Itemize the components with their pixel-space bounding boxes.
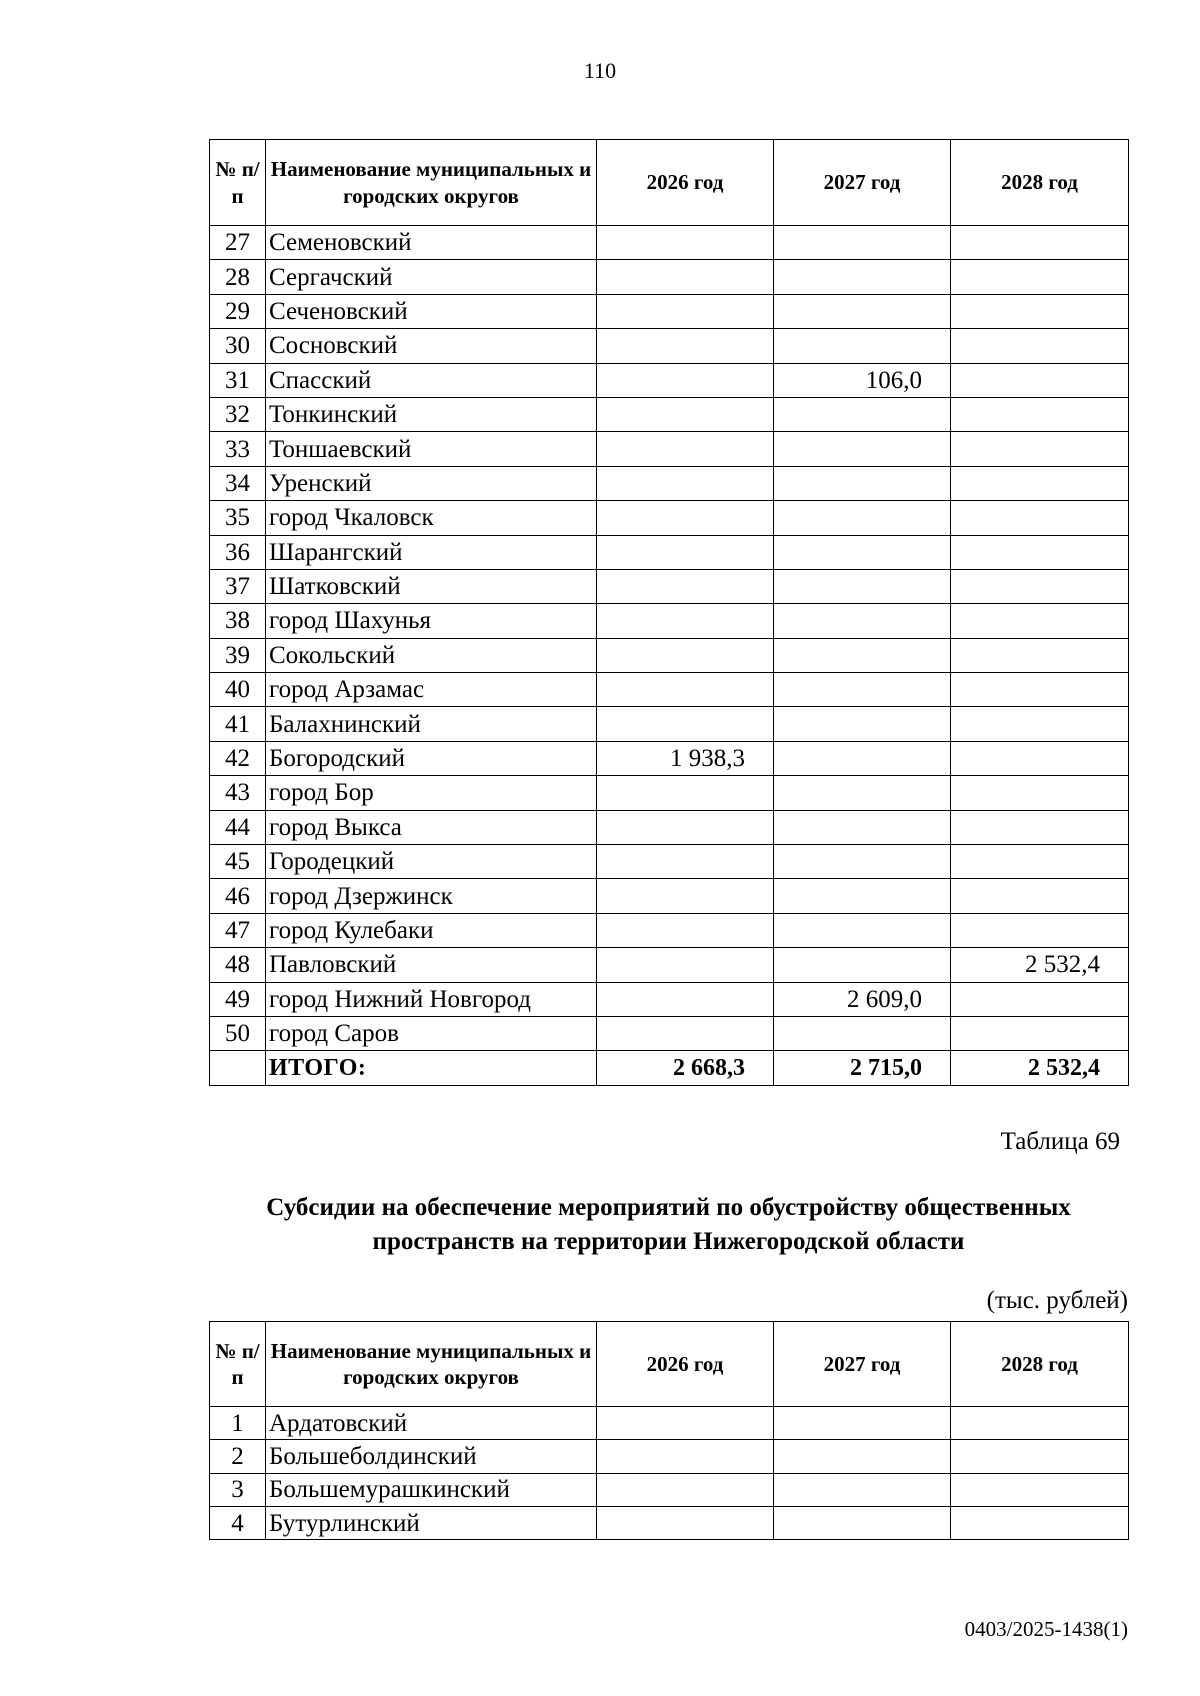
- value-2028: [951, 982, 1129, 1016]
- value-2026: [597, 1440, 774, 1473]
- table-row: [210, 294, 1129, 328]
- table-row: [210, 363, 1129, 397]
- value-2028: [951, 604, 1129, 638]
- row-number: 44: [210, 810, 266, 844]
- value-2028: [951, 363, 1129, 397]
- value-2026: [597, 707, 774, 741]
- municipality-name: Спасский: [266, 363, 597, 397]
- municipality-name: город Арзамас: [266, 673, 597, 707]
- table-row: [210, 638, 1129, 672]
- value-2026: [597, 1407, 774, 1440]
- value-2028: 2 532,4: [951, 948, 1129, 982]
- value-2026: [597, 432, 774, 466]
- row-number: 42: [210, 741, 266, 775]
- value-2026: [597, 913, 774, 947]
- row-number: 49: [210, 982, 266, 1016]
- value-2027: [774, 260, 951, 294]
- municipality-name: Тоншаевский: [266, 432, 597, 466]
- row-number: 35: [210, 501, 266, 535]
- value-2028: [951, 432, 1129, 466]
- total-2026: 2 668,3: [597, 1051, 774, 1085]
- value-2026: [597, 982, 774, 1016]
- municipality-name: город Нижний Новгород: [266, 982, 597, 1016]
- value-2027: [774, 1473, 951, 1506]
- value-2026: [597, 363, 774, 397]
- table-row: [210, 397, 1129, 431]
- municipality-name: Павловский: [266, 948, 597, 982]
- row-number: 39: [210, 638, 266, 672]
- table-row: [210, 810, 1129, 844]
- value-2028: [951, 329, 1129, 363]
- table-header-row: [210, 140, 1129, 226]
- value-2026: [597, 1016, 774, 1050]
- table-row: [210, 432, 1129, 466]
- value-2028: [951, 741, 1129, 775]
- column-header-name: Наименование муниципальных и городских округов: [266, 1322, 597, 1407]
- value-2028: [951, 879, 1129, 913]
- value-2027: [774, 466, 951, 500]
- row-number: 34: [210, 466, 266, 500]
- value-2028: [951, 466, 1129, 500]
- row-number: 48: [210, 948, 266, 982]
- municipality-name: Сеченовский: [266, 294, 597, 328]
- value-2028: [951, 1407, 1129, 1440]
- column-header-2027: 2027 год: [774, 1322, 951, 1407]
- page-number: 110: [583, 58, 617, 83]
- municipality-name: город Кулебаки: [266, 913, 597, 947]
- value-2027: [774, 638, 951, 672]
- value-2027: [774, 879, 951, 913]
- value-2027: [774, 845, 951, 879]
- row-number: 37: [210, 569, 266, 603]
- row-number: 3: [210, 1473, 266, 1506]
- table-header-row: [210, 1322, 1129, 1407]
- value-2026: [597, 776, 774, 810]
- column-header-2026: 2026 год: [597, 140, 774, 226]
- column-header-2028: 2028 год: [951, 140, 1129, 226]
- value-2026: [597, 604, 774, 638]
- value-2028: [951, 1016, 1129, 1050]
- value-2027: 2 609,0: [774, 982, 951, 1016]
- column-header-2028: 2028 год: [951, 1322, 1129, 1407]
- value-2026: [597, 1506, 774, 1539]
- column-header-name: Наименование муниципальных и городских округов: [266, 140, 597, 226]
- document-code: 0403/2025-1438(1): [964, 1617, 1128, 1641]
- value-2027: [774, 810, 951, 844]
- value-2027: [774, 569, 951, 603]
- value-2026: [597, 638, 774, 672]
- table-row: [210, 1473, 1129, 1506]
- row-number: 27: [210, 226, 266, 260]
- total-2028: 2 532,4: [951, 1051, 1129, 1085]
- table-row: [210, 569, 1129, 603]
- value-2028: [951, 776, 1129, 810]
- table-row: [210, 1407, 1129, 1440]
- row-number: 40: [210, 673, 266, 707]
- value-2027: [774, 1440, 951, 1473]
- table-row: [210, 226, 1129, 260]
- value-2026: [597, 810, 774, 844]
- table-row: [210, 501, 1129, 535]
- value-2026: [597, 535, 774, 569]
- table-row: [210, 1016, 1129, 1050]
- value-2028: [951, 1440, 1129, 1473]
- value-2026: [597, 673, 774, 707]
- municipality-name: город Саров: [266, 1016, 597, 1050]
- table-row: [210, 845, 1129, 879]
- row-number: 38: [210, 604, 266, 638]
- row-number: 43: [210, 776, 266, 810]
- row-number: 45: [210, 845, 266, 879]
- column-header-number: № п/п: [210, 1322, 266, 1407]
- municipality-name: Сосновский: [266, 329, 597, 363]
- value-2028: [951, 638, 1129, 672]
- row-number: 2: [210, 1440, 266, 1473]
- value-2027: [774, 226, 951, 260]
- value-2027: [774, 604, 951, 638]
- value-2027: [774, 1016, 951, 1050]
- municipality-name: Городецкий: [266, 845, 597, 879]
- row-number: 28: [210, 260, 266, 294]
- table-row: [210, 604, 1129, 638]
- municipality-name: Шарангский: [266, 535, 597, 569]
- total-label: ИТОГО:: [266, 1051, 597, 1085]
- row-number: 47: [210, 913, 266, 947]
- value-2027: [774, 741, 951, 775]
- value-2028: [951, 913, 1129, 947]
- value-2027: 106,0: [774, 363, 951, 397]
- value-2027: [774, 1506, 951, 1539]
- value-2027: [774, 535, 951, 569]
- table-row: [210, 913, 1129, 947]
- value-2026: [597, 466, 774, 500]
- table-row: [210, 982, 1129, 1016]
- value-2026: [597, 329, 774, 363]
- public-spaces-subsidy-table: [209, 1321, 1129, 1540]
- row-number: 46: [210, 879, 266, 913]
- municipality-name: город Дзержинск: [266, 879, 597, 913]
- value-2027: [774, 294, 951, 328]
- row-number: 4: [210, 1506, 266, 1539]
- value-2028: [951, 535, 1129, 569]
- value-2026: 1 938,3: [597, 741, 774, 775]
- value-2026: [597, 1473, 774, 1506]
- table-row: [210, 260, 1129, 294]
- value-2026: [597, 845, 774, 879]
- value-2027: [774, 1407, 951, 1440]
- row-number: 31: [210, 363, 266, 397]
- municipality-name: город Шахунья: [266, 604, 597, 638]
- municipality-name: Балахнинский: [266, 707, 597, 741]
- row-number: 33: [210, 432, 266, 466]
- municipality-name: Богородский: [266, 741, 597, 775]
- value-2026: [597, 397, 774, 431]
- municipality-name: Сокольский: [266, 638, 597, 672]
- value-2026: [597, 569, 774, 603]
- row-number: 29: [210, 294, 266, 328]
- table-row: [210, 1506, 1129, 1539]
- municipality-name: Ардатовский: [266, 1407, 597, 1440]
- value-2027: [774, 397, 951, 431]
- table-row: [210, 329, 1129, 363]
- value-2028: [951, 260, 1129, 294]
- value-2026: [597, 226, 774, 260]
- row-number: 36: [210, 535, 266, 569]
- value-2028: [951, 707, 1129, 741]
- value-2026: [597, 948, 774, 982]
- municipality-name: Большеболдинский: [266, 1440, 597, 1473]
- municipality-name: город Выкса: [266, 810, 597, 844]
- table-units: (тыс. рублей): [986, 1287, 1128, 1314]
- value-2028: [951, 845, 1129, 879]
- value-2028: [951, 673, 1129, 707]
- value-2028: [951, 810, 1129, 844]
- value-2027: [774, 776, 951, 810]
- table-row: [210, 741, 1129, 775]
- subsidy-table-continued: [209, 139, 1129, 1086]
- value-2026: [597, 501, 774, 535]
- value-2028: [951, 1473, 1129, 1506]
- table-row: [210, 948, 1129, 982]
- municipality-name: Большемурашкинский: [266, 1473, 597, 1506]
- municipality-name: Уренский: [266, 466, 597, 500]
- value-2027: [774, 501, 951, 535]
- value-2027: [774, 948, 951, 982]
- total-2027: 2 715,0: [774, 1051, 951, 1085]
- value-2026: [597, 294, 774, 328]
- table-row: [210, 535, 1129, 569]
- value-2027: [774, 432, 951, 466]
- row-number: 41: [210, 707, 266, 741]
- value-2028: [951, 397, 1129, 431]
- value-2027: [774, 913, 951, 947]
- column-header-2026: 2026 год: [597, 1322, 774, 1407]
- municipality-name: Сергачский: [266, 260, 597, 294]
- value-2028: [951, 569, 1129, 603]
- value-2028: [951, 294, 1129, 328]
- value-2026: [597, 879, 774, 913]
- value-2027: [774, 329, 951, 363]
- total-row-number: [210, 1051, 266, 1085]
- municipality-name: Семеновский: [266, 226, 597, 260]
- value-2028: [951, 501, 1129, 535]
- municipality-name: Бутурлинский: [266, 1506, 597, 1539]
- municipality-name: город Чкаловск: [266, 501, 597, 535]
- municipality-name: город Бор: [266, 776, 597, 810]
- table-row: [210, 879, 1129, 913]
- table-row: [210, 707, 1129, 741]
- column-header-2027: 2027 год: [774, 140, 951, 226]
- municipality-name: Шатковский: [266, 569, 597, 603]
- value-2028: [951, 226, 1129, 260]
- table-row: [210, 776, 1129, 810]
- table-row: [210, 466, 1129, 500]
- row-number: 30: [210, 329, 266, 363]
- value-2027: [774, 673, 951, 707]
- total-row: [210, 1051, 1129, 1085]
- municipality-name: Тонкинский: [266, 397, 597, 431]
- column-header-number: № п/п: [210, 140, 266, 226]
- table-caption: Таблица 69: [1000, 1128, 1120, 1155]
- row-number: 50: [210, 1016, 266, 1050]
- table-row: [210, 673, 1129, 707]
- value-2028: [951, 1506, 1129, 1539]
- table-row: [210, 1440, 1129, 1473]
- row-number: 32: [210, 397, 266, 431]
- value-2027: [774, 707, 951, 741]
- value-2026: [597, 260, 774, 294]
- table-title: Субсидии на обеспечение мероприятий по обустройству общественных пространств на территории Нижегородской области: [266, 1194, 1071, 1255]
- row-number: 1: [210, 1407, 266, 1440]
